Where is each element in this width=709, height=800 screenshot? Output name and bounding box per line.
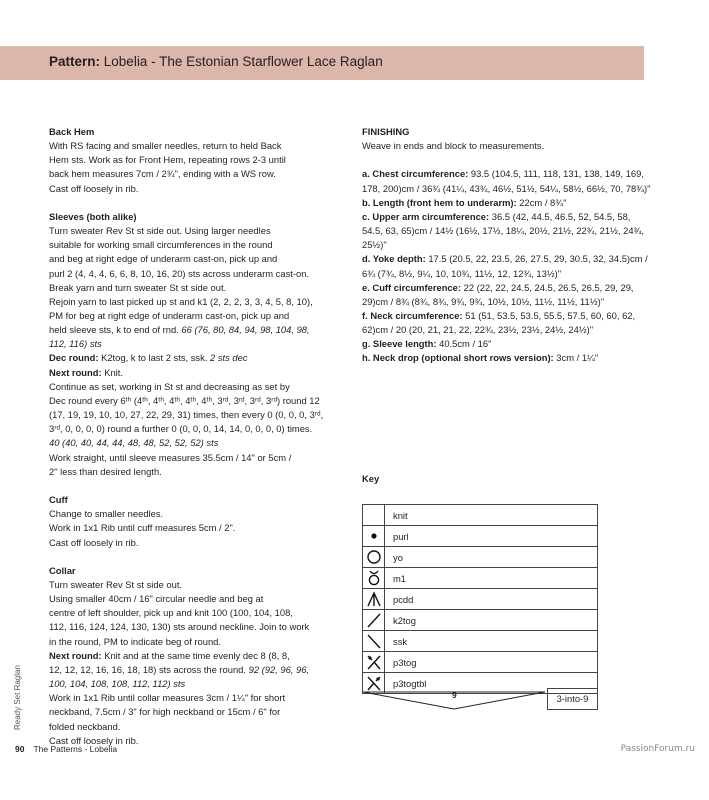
finishing-heading: FINISHING (362, 126, 410, 137)
text-line: in the round, PM to indicate beg of round. (49, 635, 221, 647)
ssk-icon (363, 631, 385, 652)
text-line: With RS facing and smaller needles, return to held Back (49, 140, 282, 152)
text-line: purl 2 (4, 4, 4, 6, 6, 8, 10, 16, 20) sts across underarm cast-on. (49, 267, 310, 279)
key-label: p3togtbl (385, 673, 598, 694)
text-line: Hem sts. Work as for Front Hem, repeating rows 2-3 until (49, 154, 286, 166)
text-line: Turn sweater Rev St st side out. (49, 578, 183, 590)
pattern-title: Pattern: Lobelia - The Estonian Starflower Lace Raglan (49, 54, 383, 69)
page-number: 90 (15, 744, 25, 754)
text-line: 40 (40, 40, 44, 44, 48, 48, 52, 52, 52) sts (49, 437, 219, 449)
cuff-heading: Cuff (49, 494, 68, 506)
key-label: p3tog (385, 652, 598, 673)
text-line: suitable for working small circumferences in the round (49, 239, 273, 251)
text-line: Break yarn and turn sweater St st side out. (49, 281, 227, 293)
key-label: m1 (385, 568, 598, 589)
purl-dot-icon (363, 526, 385, 547)
text-line: 112, 116, 124, 124, 130, 130) sts around neckline. Join to work (49, 621, 310, 633)
text-line: folded neckband. (49, 720, 121, 732)
measurement-f: f. Neck circumference: 51 (51, 53.5, 53.5, 55.5, 57.5, 60, 60, 62, (362, 310, 636, 322)
measurement-d: d. Yoke depth: 17.5 (20.5, 22, 23.5, 26, 27.5, 29, 30.5, 32, 34.5)cm / (362, 253, 648, 265)
key-label: yo (385, 547, 598, 568)
next-round-line: Next round: Knit and at the same time evenly dec 8 (8, 8, (49, 649, 290, 661)
text-line: (17, 19, 19, 10, 10, 27, 22, 29, 31) times, then every 0 (0, 0, 0, 3ʳᵈ, (49, 409, 324, 421)
key-label: k2tog (385, 610, 598, 631)
measurement-d-cont: 6¾ (7¾, 8½, 9¼, 10, 10¾, 11½, 12, 12¾, 13½)" (362, 267, 562, 279)
text-line: Rejoin yarn to last picked up st and k1 (2, 2, 2, 3, 3, 4, 5, 8, 10), (49, 295, 313, 307)
right-column (362, 125, 654, 366)
text-line: neckband, 7.5cm / 3" for high neckband or 15cm / 6" for (49, 706, 281, 718)
key-label: ssk (385, 631, 598, 652)
measurement-c: c. Upper arm circumference: 36.5 (42, 44.5, 46.5, 52, 54.5, 58, (362, 210, 631, 222)
bracket-count: 9 (452, 690, 457, 700)
measurement-a-cont: 178, 200)cm / 36¾ (41¼, 43¾, 46½, 51½, 54¼, 58½, 66½, 70, 78¾)" (362, 182, 651, 194)
key-label: purl (385, 526, 598, 547)
back-hem-heading: Back Hem (49, 126, 95, 137)
key-row (363, 505, 598, 526)
next-round-line: Next round: Knit. (49, 366, 123, 378)
key-title: Key (362, 473, 380, 484)
measurement-g: g. Sleeve length: 40.5cm / 16" (362, 338, 492, 350)
yo-circle-icon (363, 547, 385, 568)
pattern-title-banner (0, 46, 644, 80)
p3tog-icon (363, 652, 385, 673)
text-line: Work in 1x1 Rib until cuff measures 5cm / 2". (49, 522, 236, 534)
text-line: Turn sweater Rev St st side out. Using larger needles (49, 225, 271, 237)
key-row (363, 547, 598, 568)
measurement-e-cont: 29)cm / 8¾ (8¾, 8¾, 9¾, 9¾, 10½, 10½, 11½, 11½, 11½)" (362, 295, 605, 307)
key-label: knit (385, 505, 598, 526)
text-line: and beg at right edge of underarm cast-on, pick up and (49, 253, 278, 265)
dec-round-line: Dec round: K2tog, k to last 2 sts, ssk. 2 sts dec (49, 352, 248, 364)
text-line: 3ʳᵈ, 0, 0, 0, 0) round a further 0 (0, 0, 0, 14, 14, 0, 0, 0, 0) times. (49, 423, 313, 435)
text-line: Continue as set, working in St st and decreasing as set by (49, 380, 290, 392)
knit-icon (363, 505, 385, 526)
text-line: Work in 1x1 Rib until collar measures 3cm / 1¼" for short (49, 692, 286, 704)
sleeves-heading: Sleeves (both alike) (49, 210, 137, 222)
text-line: Change to smaller needles. (49, 508, 164, 520)
left-column (49, 125, 339, 748)
text-line: 112, 116) sts (49, 338, 102, 350)
bracket-label: 3-into-9 (547, 688, 598, 710)
text-line: centre of left shoulder, pick up and knit 100 (100, 104, 108, (49, 607, 293, 619)
m1-icon (363, 568, 385, 589)
k2tog-icon (363, 610, 385, 631)
measurement-e: e. Cuff circumference: 22 (22, 22, 24.5, 24.5, 26.5, 26.5, 29, 29, (362, 281, 634, 293)
measurement-c-cont: 54.5, 63, 65)cm / 14½ (16½, 17½, 18¼, 20½, 21½, 22¾, 21½, 24¾, 25½)" (362, 225, 644, 251)
text-line: PM for beg at right edge of underarm cast-on, pick up and (49, 310, 290, 322)
text-line: 2" less than desired length. (49, 465, 162, 477)
text-line: Dec round every 6ᵗʰ (4ᵗʰ, 4ᵗʰ, 4ᵗʰ, 4ᵗʰ, 4ᵗʰ, 3ʳᵈ, 3ʳᵈ, 3ʳᵈ, 3ʳᵈ) round 12 (49, 394, 320, 406)
text-line: held sleeve sts, k to end of rnd. 66 (76, 80, 84, 94, 98, 104, 98, (49, 324, 310, 336)
measurement-f-cont: 62)cm / 20 (20, 21, 21, 22, 22¾, 23½, 23½, 24½, 24½)" (362, 324, 594, 336)
collar-heading: Collar (49, 564, 76, 576)
text-line: Cast off loosely in rib. (49, 182, 139, 194)
text-line: Weave in ends and block to measurements. (362, 140, 545, 152)
text-line: Cast off loosely in rib. (49, 536, 139, 548)
measurement-a: a. Chest circumference: 93.5 (104.5, 111, 118, 131, 138, 149, 169, (362, 168, 644, 180)
key-row (363, 589, 598, 610)
key-row (363, 631, 598, 652)
watermark: PassionForum.ru (620, 744, 695, 754)
key-row (363, 610, 598, 631)
measurement-h: h. Neck drop (optional short rows version): 3cm / 1¼" (362, 352, 599, 364)
key-label: pcdd (385, 589, 598, 610)
text-line: 100, 104, 108, 108, 112, 112) sts (49, 678, 186, 690)
text-line: Using smaller 40cm / 16" circular needle and beg at (49, 593, 264, 605)
text-line: Cast off loosely in rib. (49, 734, 139, 746)
key-row (363, 568, 598, 589)
text-line: back hem measures 7cm / 2¾", ending with a WS row. (49, 168, 276, 180)
footer-section: The Patterns - Lobelia (33, 744, 118, 754)
side-book-label: Ready Set Raglan (13, 665, 22, 730)
stitch-key-table (362, 504, 598, 694)
key-row (363, 526, 598, 547)
page-footer (15, 744, 117, 754)
text-line: Work straight, until sleeve measures 35.5cm / 14" or 5cm / (49, 451, 292, 463)
measurement-b: b. Length (front hem to underarm): 22cm / 8¾" (362, 196, 567, 208)
text-line: 12, 12, 12, 16, 16, 18, 18) sts across the round. 92 (92, 96, 96, (49, 663, 310, 675)
pcdd-icon (363, 589, 385, 610)
key-row (363, 652, 598, 673)
